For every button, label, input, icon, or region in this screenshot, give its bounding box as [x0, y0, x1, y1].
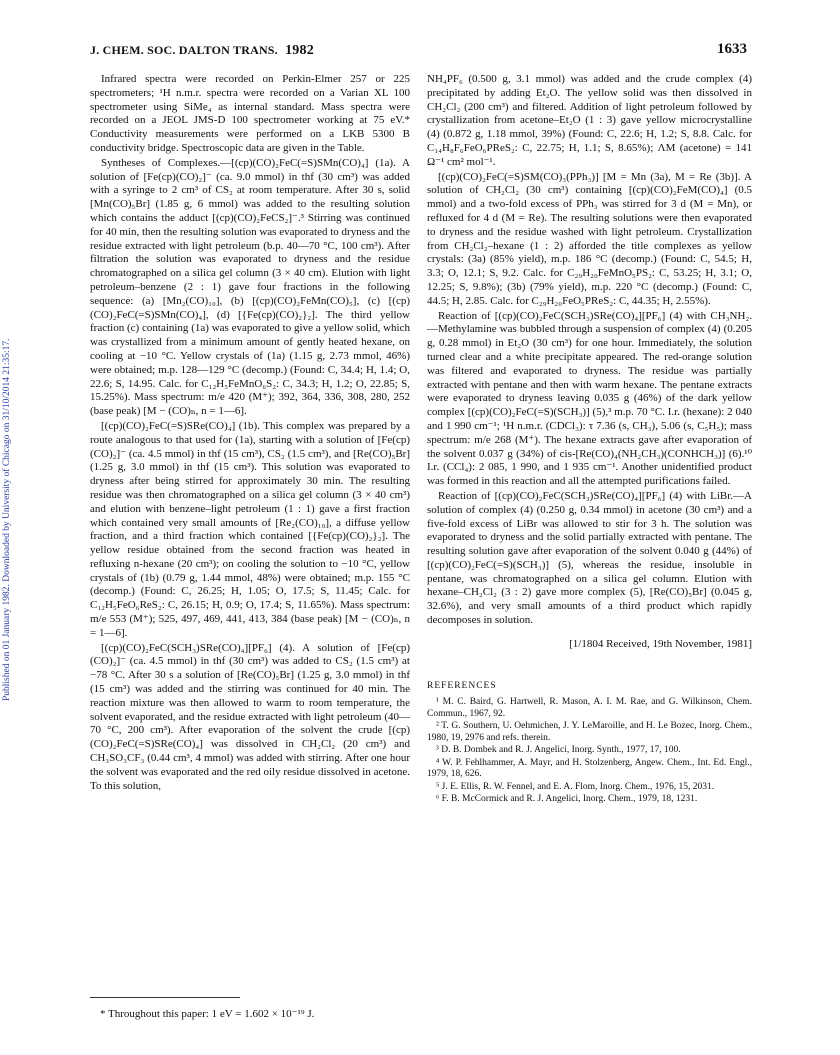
paragraph-synthesis-1b: [(cp)(CO)₂FeC(=S)SRe(CO)₄] (1b). This complex was prepared by a route analogous to that used for (1a), starting with a solution of [Fe(cp)(CO)₂]⁻ (ca. 4.5 mmol) in thf (15 cm³), CS₂ (1.5 cm³), and [Re(CO)₅Br] (1.25 g, 3.0 mmol) in thf (15 cm³). This solution was evaporated to dryness after being stirred for approximately 30 min. The resulting residue was then chromatographed on a silica gel column (3 × 40 cm³) and elution with benzene–light petroleum (1 : 1) gave a first fraction which contained very small amounts of [Re₂(CO)₁₀], a diffuse yellow fraction, and a third fraction which contained [{Fe(cp)(CO)₂}₂]. The yellow residue obtained from the second fraction was heated in refluxing n-hexane (20 cm³); on cooling the solution to −10 °C, yellow crystals of (1b) (0.79 g, 1.44 mmol, 48%) were obtained; m.p. 155 °C (decomp.) (Found: C, 26.25; H, 1.05; O, 17.5; S, 11.45; Calc. for C₁₂H₅FeO₆ReS₂: C, 26.15; H, 0.9; O, 17.4; S, 11.65%). Mass spectrum: m/e 553 (M⁺); 525, 497, 469, 441, 413, 384 (base peak) [M − (CO)ₙ, n = 1—6]. — [90, 419, 410, 639]
received-date: [1/1804 Received, 19th November, 1981] — [569, 637, 752, 650]
journal-year: 1982 — [285, 43, 314, 58]
reference-item: ³ D. B. Dombek and R. J. Angelici, Inorg. Synth., 1977, 17, 100. — [436, 745, 681, 756]
journal-name: J. CHEM. SOC. DALTON TRANS. — [90, 43, 278, 57]
paragraph-reaction-methylamine: Reaction of [(cp)(CO)₂FeC(SCH₃)SRe(CO)₄][PF₆] (4) with CH₃NH₂.—Methylamine was bubbled through a suspension of complex (4) (0.205 g, 0.28 mmol) in Et₂O (30 cm³) for one hour. Immediately, the solution turned clear and a white precipitate appeared. The red-orange solution was filtered and evaporated to dryness. The residue was partially extracted with pentane and then with warm hexane. The pentane extracts were evaporated to dryness leaving 0.035 g (46%) of the dark yellow complex [(cp)(CO)₂FeC(=S)(SCH₃)] (5),³ m.p. 70 °C. I.r. (hexane): 2 040 and 1 990 cm⁻¹; ¹H n.m.r. (CDCl₃): τ 7.36 (s, CH₃), 5.06 (s, C₅H₅); mass spectrum: m/e 268 (M⁺). The hexane extracts gave after evaporation of the solvent 0.037 g (34%) of cis-[Re(CO)₄(NH₂CH₃)(CONHCH₃)] (6).¹⁰ I.r. (CCl₄): 2 085, 1 990, and 1 935 cm⁻¹. Another unidentified product was formed in this reaction and all the attempted purifications failed. — [427, 309, 752, 488]
paragraph-reaction-libr: Reaction of [(cp)(CO)₂FeC(SCH₃)SRe(CO)₄][PF₆] (4) with LiBr.—A solution of complex (4) (0.250 g, 0.34 mmol) in acetone (30 cm³) and a five-fold excess of LiBr was allowed to stir for 3 h. The solution was evaporated to dryness and the solid partially extracted with pentane. The resulting solution gave after evaporation of the solvent 0.040 g (44%) of [(cp)(CO)₂FeC(=S)(SCH₃)] (5), whereas the residue, insoluble in pentane, was chromatographed on a silica gel column. Elution with hexane–CH₂Cl₂ (3 : 2) gave more complex (5), [Re(CO)₅Br] (0.045 g, 32.6%), and very small amounts of a third product which rapidly decomposes in solution. — [427, 489, 752, 627]
references-heading: REFERENCES — [427, 680, 497, 691]
reference-item: ¹ M. C. Baird, G. Hartwell, R. Mason, A. I. M. Rae, and G. Wilkinson, Chem. Commun., 1967, 92. — [427, 697, 752, 719]
reference-item: ⁵ J. E. Ellis, R. W. Fennel, and E. A. Flom, Inorg. Chem., 1976, 15, 2031. — [436, 781, 715, 792]
running-head — [90, 43, 314, 59]
paragraph-synthesis-1a: Syntheses of Complexes.—[(cp)(CO)₂FeC(=S)SMn(CO)₄] (1a). A solution of [Fe(cp)(CO)₂]⁻ (ca. 9.0 mmol) in thf (30 cm³) was added with a syringe to 2 cm³ of CS₂ at room temperature. After 30 s, solid [Mn(CO)₅Br] (1.85 g, 6 mmol) was added to the resulting solution which contains the adduct [(cp)(CO)₂FeCS₂]⁻.³ Stirring was continued for 40 min, then the resulting solution was evaporated to dryness and the residue extracted with light petroleum (b.p. 40—70 °C, 100 cm³). After filtration the solution was evaporated to dryness and the residue chromatographed on a silica gel column (3 × 40 cm). Elution with light petroleum–benzene (2 : 1) gave four fractions in the following sequence: (a) [Mn₂(CO)₁₀], (b) [(cp)(CO)₂FeMn(CO)₅], (c) [(cp)(CO)₂FeC(=S)SMn(CO)₄], (d) [{Fe(cp)(CO)₂}₂]. The third yellow fraction (c) containing (1a) was evaporated to give a yellow solid, which was crystallized from a minimum amount of gently heated hexane, on cooling at −10 °C. Yellow crystals of (1a) (1.15 g, 2.73 mmol, 46%) were obtained; m.p. 128—129 °C (decomp.) (Found: C, 34.4; H, 1.4; O, 22.6; S, 14.95. Calc. for C₁₂H₅FeMnO₆S₂: C, 34.3; H, 1.2; O, 22.85; S, 15.25%). Mass spectrum: m/e 420 (M⁺); 392, 364, 336, 308, 280, 252 (base peak) [M − (CO)ₙ, n = 1—6]. — [90, 156, 410, 418]
paragraph-synthesis-4-cont: NH₄PF₆ (0.500 g, 3.1 mmol) was added and the crude complex (4) precipitated by adding Et₂O. The yellow solid was then dissolved in CH₂Cl₂ (200 cm³) and filtered. Addition of light petroleum followed by crystallization from acetone–Et₂O (1 : 3) gave yellow microcrystalline (4) (0.872 g, 1.18 mmol, 39%) (Found: C, 22.6; H, 1.2; S, 8.8. Calc. for C₁₄H₈F₆FeO₆PReS₂: C, 22.75; H, 1.1; S, 8.65%); ΛM (acetone) = 141 Ω⁻¹ cm² mol⁻¹. — [427, 73, 752, 168]
page-number: 1633 — [717, 41, 747, 57]
reference-item: ⁴ W. P. Fehlhammer, A. Mayr, and H. Stolzenberg, Angew. Chem., Int. Ed. Engl., 1979, 18, 626. — [427, 757, 752, 780]
download-watermark: Published on 01 January 1982. Downloaded by University of Chicago on 31/10/2014 21:35:17. — [2, 338, 12, 702]
references-list — [427, 697, 752, 806]
left-column — [90, 73, 410, 794]
paragraph-instrumentation: Infrared spectra were recorded on Perkin-Elmer 257 or 225 spectrometers; ¹H n.m.r. spectra were recorded on a Varian XL 100 spectrometer using SiMe₄ as internal standard. Mass spectra were recorded on a JEOL JMS-D 100 spectrometer working at 75 eV.* Conductivity measurements were performed on a LKB 5300 B conductivity bridge. Spectroscopic data are given in the Table. — [90, 73, 410, 154]
right-column — [427, 73, 752, 807]
reference-item: ² T. G. Southern, U. Oehmichen, J. Y. LeMaroille, and H. Le Bozec, Inorg. Chem., 1980, 19, 2976 and refs. therein. — [427, 721, 752, 743]
reference-item: ⁶ F. B. McCormick and R. J. Angelici, Inorg. Chem., 1979, 18, 1231. — [436, 794, 698, 805]
footnote: * Throughout this paper: 1 eV = 1.602 × 10⁻¹⁹ J. — [100, 1008, 315, 1020]
paragraph-synthesis-4: [(cp)(CO)₂FeC(SCH₃)SRe(CO)₄][PF₆] (4). A solution of [Fe(cp)(CO)₂]⁻ (ca. 4.5 mmol) in thf (30 cm³) was added to CS₂ (1.5 cm³) at −78 °C. After 30 s a solution of [Re(CO)₅Br] (1.25 g, 3.0 mmol) in thf (15 cm³) was added and the stirring was continued for 40 min. The reaction mixture was then allowed to warm to room temperature, the solvent evaporated, and the residue extracted with light petroleum (40—70 °C, 200 cm³). After evaporation of the solvent the crude [(cp)(CO)₂FeC(=S)SRe(CO)₄] was dissolved in CH₂Cl₂ (20 cm³) and CH₃SO₃CF₃ (0.44 cm³, 4 mmol) was added with stirring. After one hour the solvent was evaporated and the red oily residue dissolved in acetone. To this solution, — [90, 641, 410, 792]
paragraph-synthesis-3: [(cp)(CO)₂FeC(=S)SM(CO)₃(PPh₃)] [M = Mn (3a), M = Re (3b)]. A solution of CH₂Cl₂ (30 cm³) containing [(cp)(CO)₂FeM(CO)₄] (0.5 mmol) and a two-fold excess of PPh₃ was stirred for 3 d (M = Mn), or refluxed for 4 d (M = Re). The resulting solutions were then evaporated to dryness and the residue washed with light petroleum. Crystallization from CH₂Cl₂–hexane (1 : 2) afforded the title complexes as yellow crystals: (3a) (85% yield), m.p. 186 °C (decomp.) (Found: C, 54.5; H, 3.3; O, 12.1; S, 9.2. Calc. for C₂₉H₂₀FeMnO₅PS₂: C, 53.25; H, 3.1; O, 12.25; S, 9.8%); (3b) (79% yield), m.p. 220 °C (decomp.) (Found: C, 44.5; H, 2.85. Calc. for C₂₉H₂₀FeO₅PReS₂: C, 44.35; H, 2.55%). — [427, 170, 752, 307]
footnote-rule — [90, 997, 240, 998]
